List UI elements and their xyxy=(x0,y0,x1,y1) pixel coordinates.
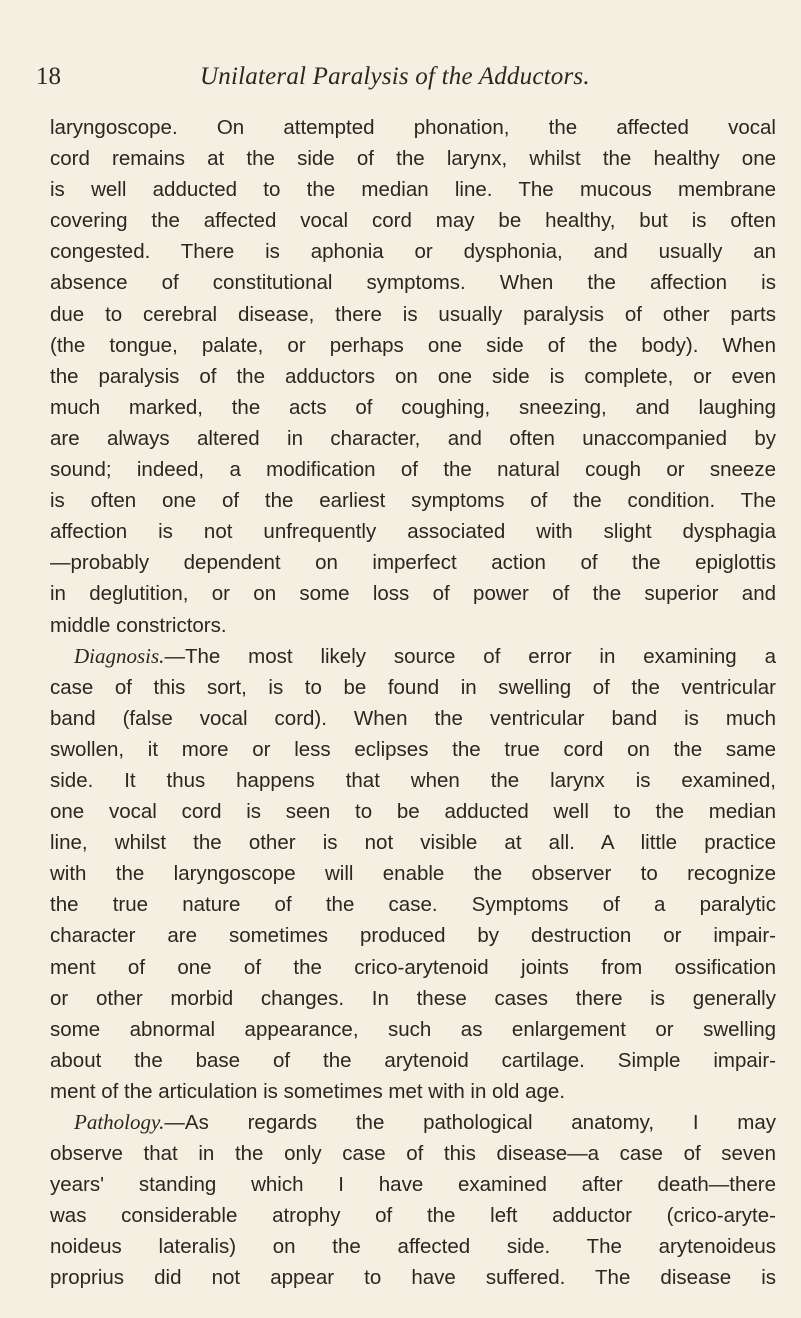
text-line: was considerable atrophy of the left adductor (crico-aryte- xyxy=(50,1204,776,1228)
text-line: side. It thus happens that when the larynx is examined, xyxy=(50,768,776,792)
text-span: —The most likely source of error in examining a xyxy=(164,644,776,668)
text-line: middle constrictors. xyxy=(50,613,227,637)
text-line xyxy=(50,641,776,672)
text-line: the paralysis of the adductors on one side is complete, or even xyxy=(50,364,776,388)
page-header xyxy=(36,62,776,102)
text-line: affection is not unfrequently associated with slight dysphagia xyxy=(50,520,776,544)
section-heading-diagnosis: Diagnosis. xyxy=(74,643,165,668)
text-line: character are sometimes produced by destruction or impair- xyxy=(50,924,776,948)
text-span: —As regards the pathological anatomy, I may xyxy=(164,1111,776,1134)
text-line: absence of constitutional symptoms. When the affection is xyxy=(50,271,776,295)
text-line: sound; indeed, a modification of the natural cough or sneeze xyxy=(50,458,776,482)
text-line: proprius did not appear to have suffered. The disease is xyxy=(50,1266,776,1290)
page-number: 18 xyxy=(36,63,61,90)
text-line: line, whilst the other is not visible at all. A little practice xyxy=(50,831,776,855)
text-line: ment of the articulation is sometimes met with in old age. xyxy=(50,1079,566,1103)
text-line: is well adducted to the median line. The mucous membrane xyxy=(50,178,776,202)
text-line: the true nature of the case. Symptoms of a paralytic xyxy=(50,893,776,917)
text-line: some abnormal appearance, such as enlargement or swelling xyxy=(50,1017,776,1041)
text-line: in deglutition, or on some loss of power of the superior and xyxy=(50,582,776,606)
text-line: covering the affected vocal cord may be healthy, but is often xyxy=(50,209,776,233)
section-heading-pathology: Pathology. xyxy=(74,1110,165,1134)
text-line: one vocal cord is seen to be adducted well to the median xyxy=(50,800,776,824)
text-line xyxy=(50,1107,776,1138)
text-line: swollen, it more or less eclipses the true cord on the same xyxy=(50,737,776,761)
text-line: noideus lateralis) on the affected side. The arytenoideus xyxy=(50,1235,776,1259)
text-line: ment of one of the crico-arytenoid joints from ossification xyxy=(50,955,776,979)
text-line: —probably dependent on imperfect action of the epiglottis xyxy=(50,551,776,575)
text-line: about the base of the arytenoid cartilage. Simple impair- xyxy=(50,1048,776,1072)
text-line: laryngoscope. On attempted phonation, the affected vocal xyxy=(50,116,776,139)
paragraph-description xyxy=(50,112,776,641)
body-text xyxy=(50,112,776,1294)
text-line: due to cerebral disease, there is usually paralysis of other parts xyxy=(50,302,776,326)
text-line: observe that in the only case of this disease—a case of seven xyxy=(50,1142,776,1166)
text-line: is often one of the earliest symptoms of the condition. The xyxy=(50,489,776,513)
text-line: are always altered in character, and often unaccompanied by xyxy=(50,426,776,450)
text-line: cord remains at the side of the larynx, whilst the healthy one xyxy=(50,147,776,171)
text-line: much marked, the acts of coughing, sneezing, and laughing xyxy=(50,395,776,419)
paragraph-pathology xyxy=(50,1107,776,1294)
text-line: band (false vocal cord). When the ventricular band is much xyxy=(50,706,776,730)
text-line: (the tongue, palate, or perhaps one side of the body). When xyxy=(50,333,776,357)
text-line: congested. There is aphonia or dysphonia, and usually an xyxy=(50,240,776,264)
paragraph-diagnosis xyxy=(50,641,776,1107)
text-line: with the laryngoscope will enable the observer to recognize xyxy=(50,862,776,886)
running-title: Unilateral Paralysis of the Adductors. xyxy=(200,63,590,90)
text-line: or other morbid changes. In these cases there is generally xyxy=(50,986,776,1010)
text-line: years' standing which I have examined after death—there xyxy=(50,1173,776,1197)
text-line: case of this sort, is to be found in swelling of the ventricular xyxy=(50,675,776,699)
